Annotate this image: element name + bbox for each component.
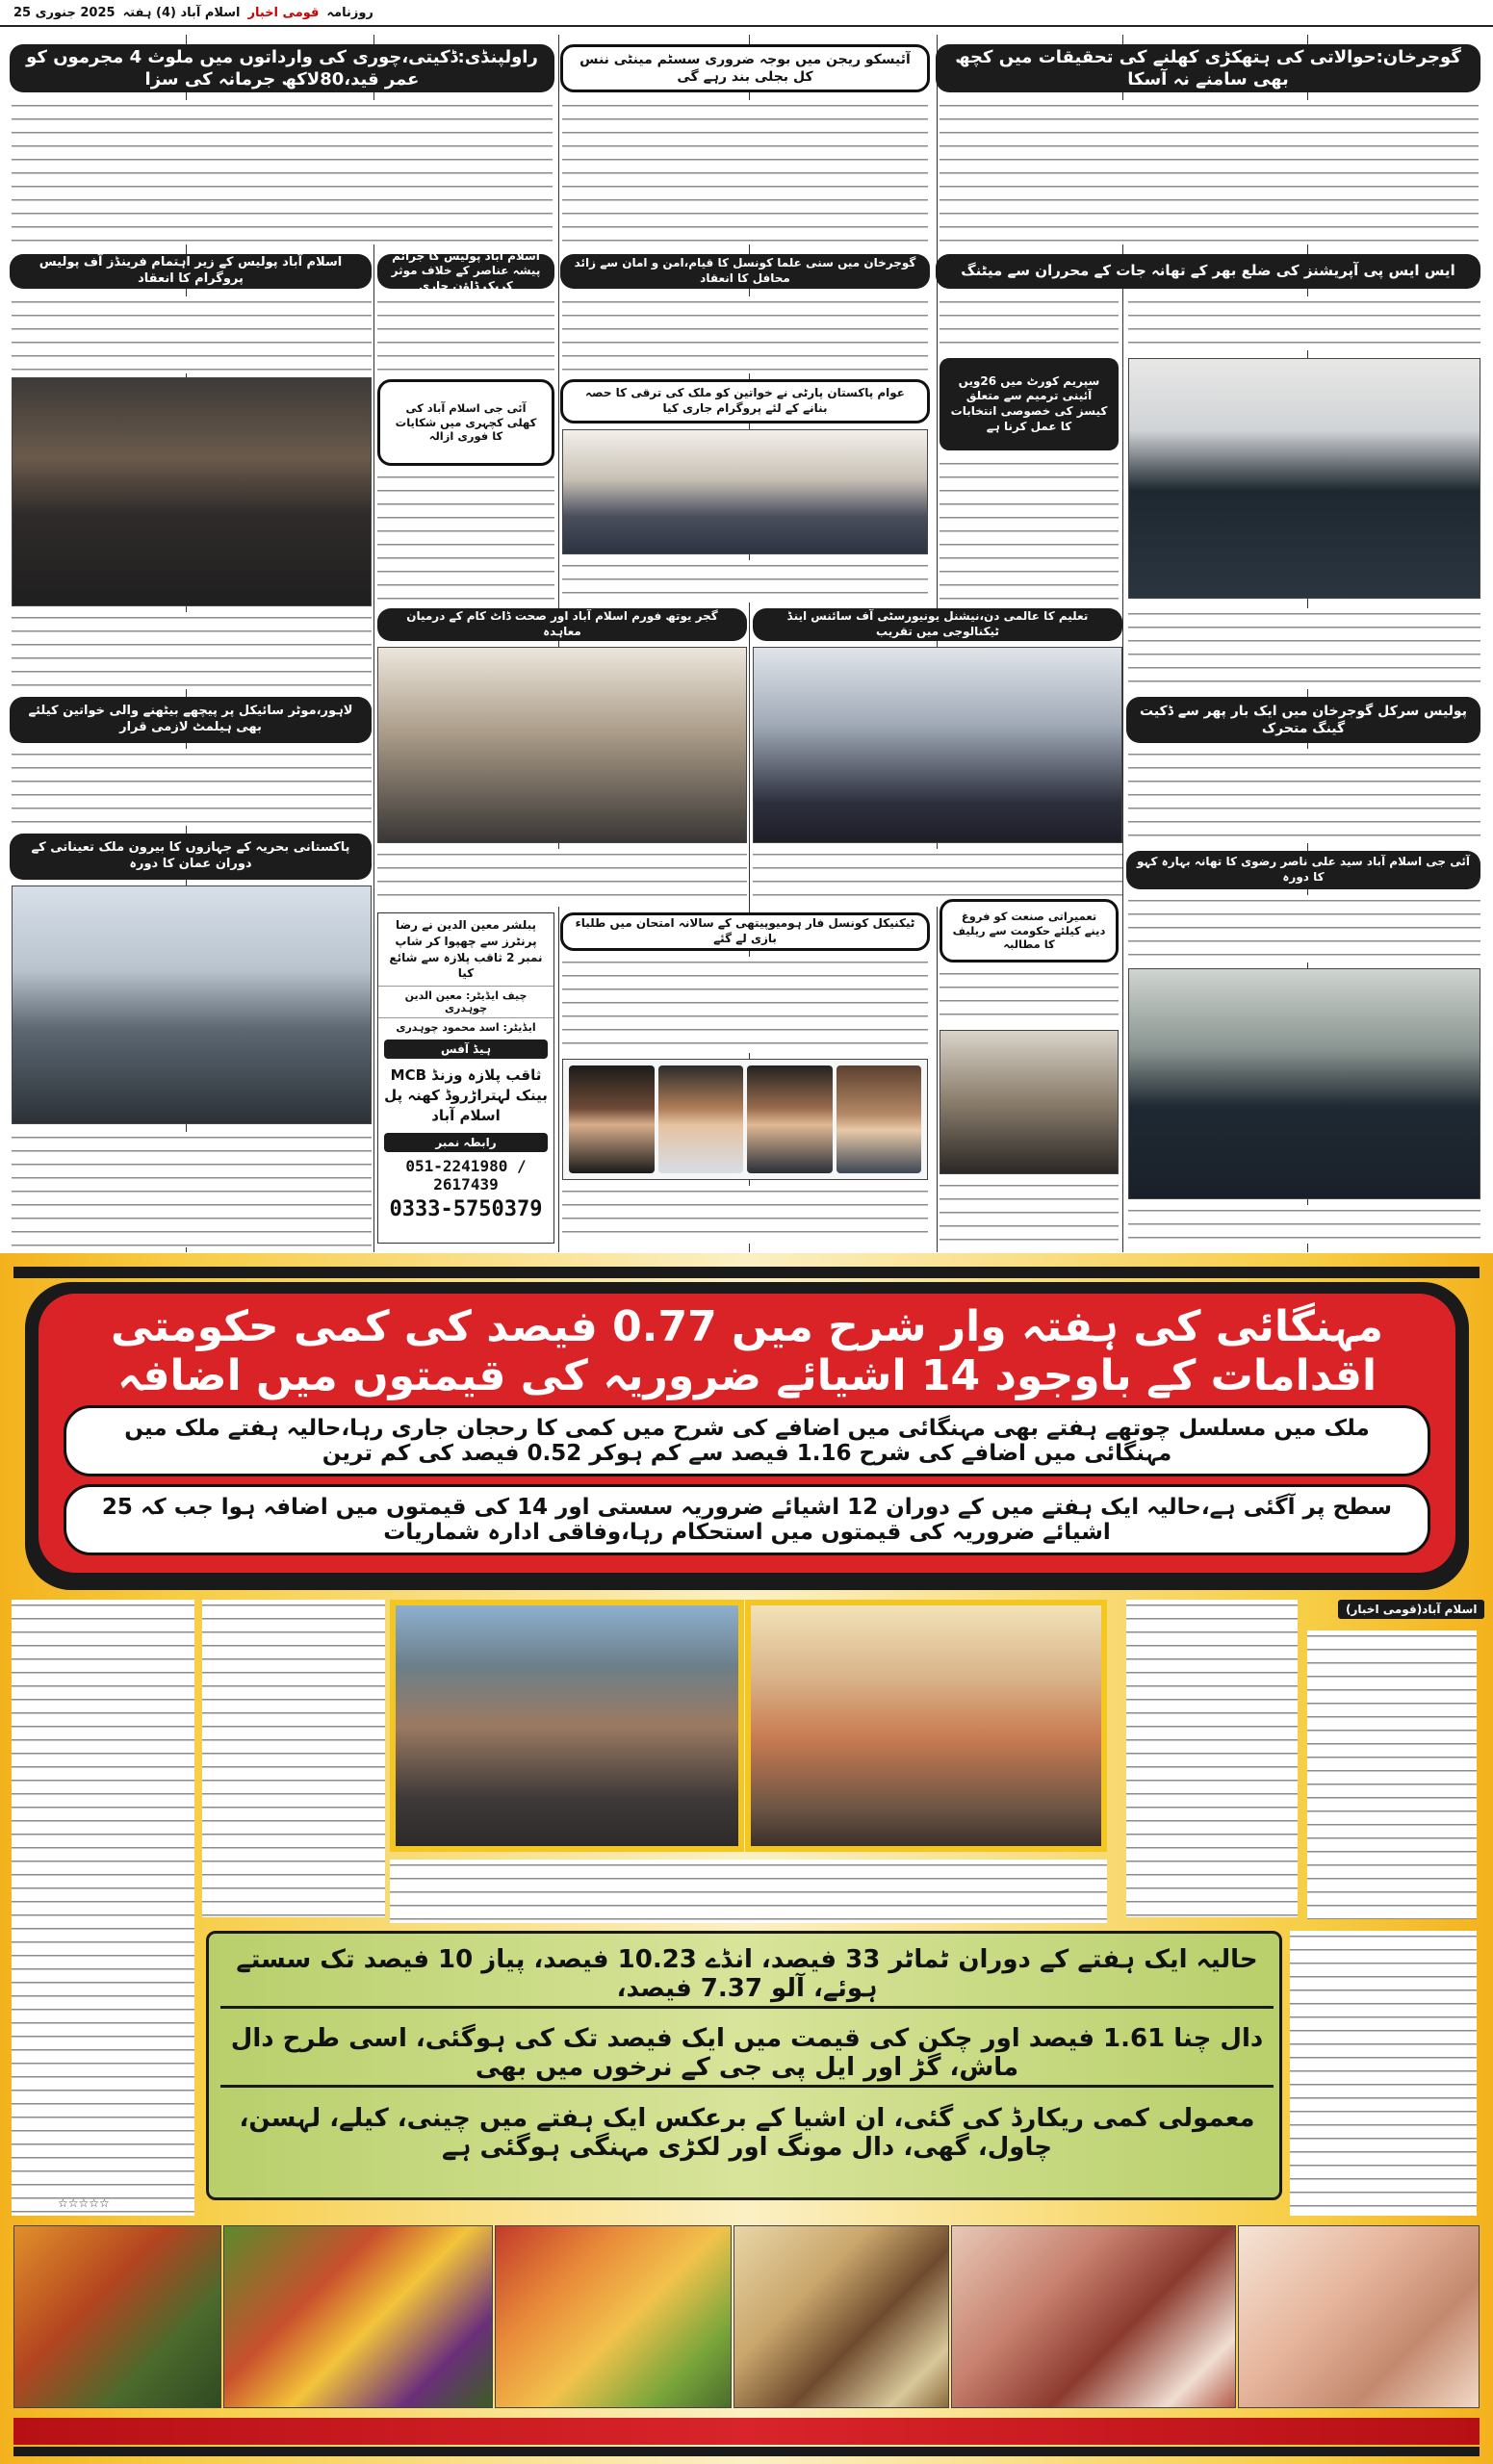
photo-friends-of-police-hall [12,377,372,606]
article-text [940,100,1479,244]
imprint-phone-1[interactable]: 051-2241980 / 2617439 [405,1157,527,1194]
headline-supreme-court[interactable]: سپریم کورٹ میں 26ویں آئینی ترمیم سے متعلق کیسز کی خصوصی انتخابات کا عمل کرنا ہے [940,358,1119,450]
article-text [940,968,1119,1026]
imprint-editor: اسد محمود چوہدری [396,1021,500,1035]
article-text [940,1180,1119,1244]
photo-homeopathy-students [562,1059,928,1180]
headline-helmet-mandatory[interactable]: لاہور،موٹر سائیکل پر پیچھے بیٹھنے والی خواتین کیلئے بھی ہیلمٹ لازمی قرار [10,697,372,743]
footer-bar-dark [13,2447,1480,2456]
masthead-label: روزنامہ [326,5,373,20]
article-text [12,296,372,373]
inflation-feature [0,1253,1493,2464]
headline-homeopathy[interactable]: ٹیکنیکل کونسل فار ہومیوپیتھی کے سالانہ امتحان میں طلباء بازی لے گئے [560,912,930,951]
photo-ig-visit [1128,968,1480,1199]
headline-education-day[interactable]: تعلیم کا عالمی دن،نیشنل یونیورسٹی آف سائنس اینڈ ٹیکنالوجی میں تقریب [753,608,1122,641]
article-text [562,296,928,373]
article-text [562,560,928,603]
imprint-address: ثاقب پلازہ وزنڈ MCB بینک لہتراڑروڈ کھنہ پل اسلام آباد [384,1066,548,1125]
masthead-date: 2025 جنوری 25 [13,5,116,20]
article-text [377,472,554,603]
feature-headline[interactable]: مہنگائی کی ہفتہ وار شرح میں 0.77 فیصد کی کمی حکومتی اقدامات کے باوجود 14 اشیائے ضروریہ کی قیمتوں میں اضافہ [111,1302,1383,1400]
imprint-publisher: پبلشر معین الدین نے رضا پرنٹرز سے چھپوا کر شاپ نمبر 2 ثاقب پلازہ سے شائع کیا [389,918,543,981]
article-text [562,100,928,244]
footer-bar [13,2418,1480,2445]
photo-navy-ship [12,886,372,1124]
article-text [1128,1205,1480,1244]
headline-gujar-youth-forum[interactable]: گجر یوتھ فورم اسلام آباد اور صحت ڈاٹ کام کے درمیان معاہدہ [377,608,747,641]
price-summary-line-2: دال چنا 1.61 فیصد اور چکن کی قیمت میں ایک فیصد تک کی ہوگئی، اسی طرح دال ماش، گڑ اور ایل پی جی کے نرخوں میں بھی [220,2020,1274,2088]
imprint-head-office-label: ہیڈ آفس [384,1040,548,1059]
feature-subhead-2: سطح پر آگئی ہے،حالیہ ایک ہفتے میں کے دوران 12 اشیائے ضروریہ سستی اور 14 کی قیمتوں میں اضافہ ہوا جب کہ 25 اشیائے ضروریہ کی قیمتوں میں استحکام رہا،وفاقی ادارہ شماریات [64,1484,1430,1555]
article-text [12,749,372,826]
article-text [940,296,1119,350]
article-text [1128,296,1480,350]
feature-subhead-1: ملک میں مسلسل چوتھے ہفتے بھی مہنگائی میں اضافے کی شرح میں کمی کا رحجان جاری رہا،حالیہ ہفتے ملک میں مہنگائی میں اضافے کی شرح 1.16 فیصد سے کم ہوکر 0.52 فیصد کی کم ترین [64,1405,1430,1476]
feature-text-col [1126,1600,1298,1917]
feature-text-col [202,1600,385,1917]
masthead-info: اسلام آباد (4) ہفتہ [122,5,241,20]
feature-text-row [390,1860,1107,1923]
article-text [562,957,928,1053]
imprint-box [377,912,554,1244]
photo-crowded-market [390,1600,744,1852]
photo-spices [13,2225,221,2408]
feature-dateline-badge: اسلام آباد(قومی اخبار) [1338,1600,1484,1619]
photo-nust-ceremony [753,647,1122,843]
imprint-chief-editor: معین الدین چوہدری [404,989,488,1015]
photo-meat [951,2225,1236,2408]
imprint-contact-label: رابطہ نمبر [384,1133,548,1152]
photo-fruits [495,2225,732,2408]
price-summary-box [206,1931,1282,2200]
article-text [12,1132,372,1247]
article-text [377,296,554,373]
news-columns [0,35,1493,1252]
headline-friends-of-police[interactable]: اسلام آباد پولیس کے زیر اہتمام فرینڈز آف پولیس پروگرام کا انعقاد [10,254,372,289]
feature-text-col [1307,1630,1477,1919]
masthead [0,0,1493,27]
photo-handshake [940,1030,1119,1174]
imprint-editor-label: ایڈیٹر: [502,1021,536,1035]
article-text [377,849,747,907]
photo-mou-signing [377,647,747,843]
photo-ssp-meeting [1128,358,1480,599]
decorative-stars: ☆☆☆☆☆ [58,2196,110,2210]
headline-ig-bhara-kahu[interactable]: آئی جی اسلام آباد سید علی ناصر رضوی کا تھانہ بہارہ کہو کا دورہ [1126,851,1480,889]
article-text [753,849,1122,907]
photo-vegetables [223,2225,493,2408]
photo-party-meeting [562,429,928,554]
headline-navy-oman[interactable]: پاکستانی بحریہ کے جہازوں کا بیرون ملک تعیناتی کے دوران عمان کا دورہ [10,834,372,880]
headline-crackdown[interactable]: اسلام آباد پولیس کا جرائم پیشہ عناصر کے خلاف موثر کریک ڈاؤن جاری [377,254,554,289]
feature-text-col [12,1600,194,2216]
article-text [12,100,553,244]
headline-ssp-meeting[interactable]: ایس ایس پی آپریشنز کی ضلع بھر کے تھانہ جات کے محرران سے میٹنگ [936,254,1480,289]
headline-sunni-ulema[interactable]: گوجرخان میں سنی علما کونسل کا قیام،امن و امان سے زائد محافل کا انعقاد [560,254,930,289]
headline-gujarkhan-handcuff[interactable]: گوجرخان:حوالاتی کی ہتھکڑی کھلنے کی تحقیقات میں کچھ بھی سامنے نہ آسکا [936,44,1480,92]
masthead-paper-name[interactable]: قومی اخبار [247,5,320,20]
photo-pulses [734,2225,949,2408]
article-text [562,1186,928,1244]
feature-text-col [1290,1931,1477,2216]
headline-dacoit-gang[interactable]: پولیس سرکل گوجرخان میں ایک بار پھر سے ڈکیت گینگ متحرک [1126,697,1480,743]
article-text [1128,895,1480,962]
headline-iesco-shutdown[interactable]: آئیسکو ریجن میں بوجہ ضروری سسٹم مینٹی ننس کل بجلی بند رہے گی [560,44,930,92]
price-summary-line-3: معمولی کمی ریکارڈ کی گئی، ان اشیا کے برعکس ایک ہفتے میں چینی، کیلے، لہسن، چاول، گھی، دال مونگ اور لکڑی مہنگی ہوگئی ہے [239,2104,1255,2162]
photo-chicken [1238,2225,1480,2408]
headline-rawalpindi-sentence[interactable]: راولپنڈی:ڈکیتی،چوری کی وارداتوں میں ملوث 4 مجرموں کو عمر قید،80لاکھ جرمانہ کی سزا [10,44,554,92]
imprint-chief-editor-label: چیف ایڈیٹر: [465,989,528,1003]
imprint-phone-2[interactable]: 0333-5750379 [389,1197,543,1222]
article-text [1128,749,1480,843]
price-summary-line-1: حالیہ ایک ہفتے کے دوران ٹماٹر 33 فیصد، انڈے 10.23 فیصد، پیاز 10 فیصد تک سستے ہوئے، آلو 7.37 فیصد، [220,1941,1274,2009]
article-text [940,458,1119,603]
photo-street-bazaar [745,1600,1107,1852]
article-text [12,612,372,689]
headline-ig-kachehri[interactable]: آئی جی اسلام آباد کی کھلی کچہری میں شکایات کا فوری ازالہ [377,379,554,466]
article-text [1128,608,1480,689]
headline-awam-pakistan[interactable]: عوام پاکستان پارٹی نے خواتین کو ملک کی ترقی کا حصہ بنانے کے لئے پروگرام جاری کیا [560,379,930,424]
headline-construction[interactable]: تعمیراتی صنعت کو فروغ دینے کیلئے حکومت سے ریلیف کا مطالبہ [940,899,1119,962]
